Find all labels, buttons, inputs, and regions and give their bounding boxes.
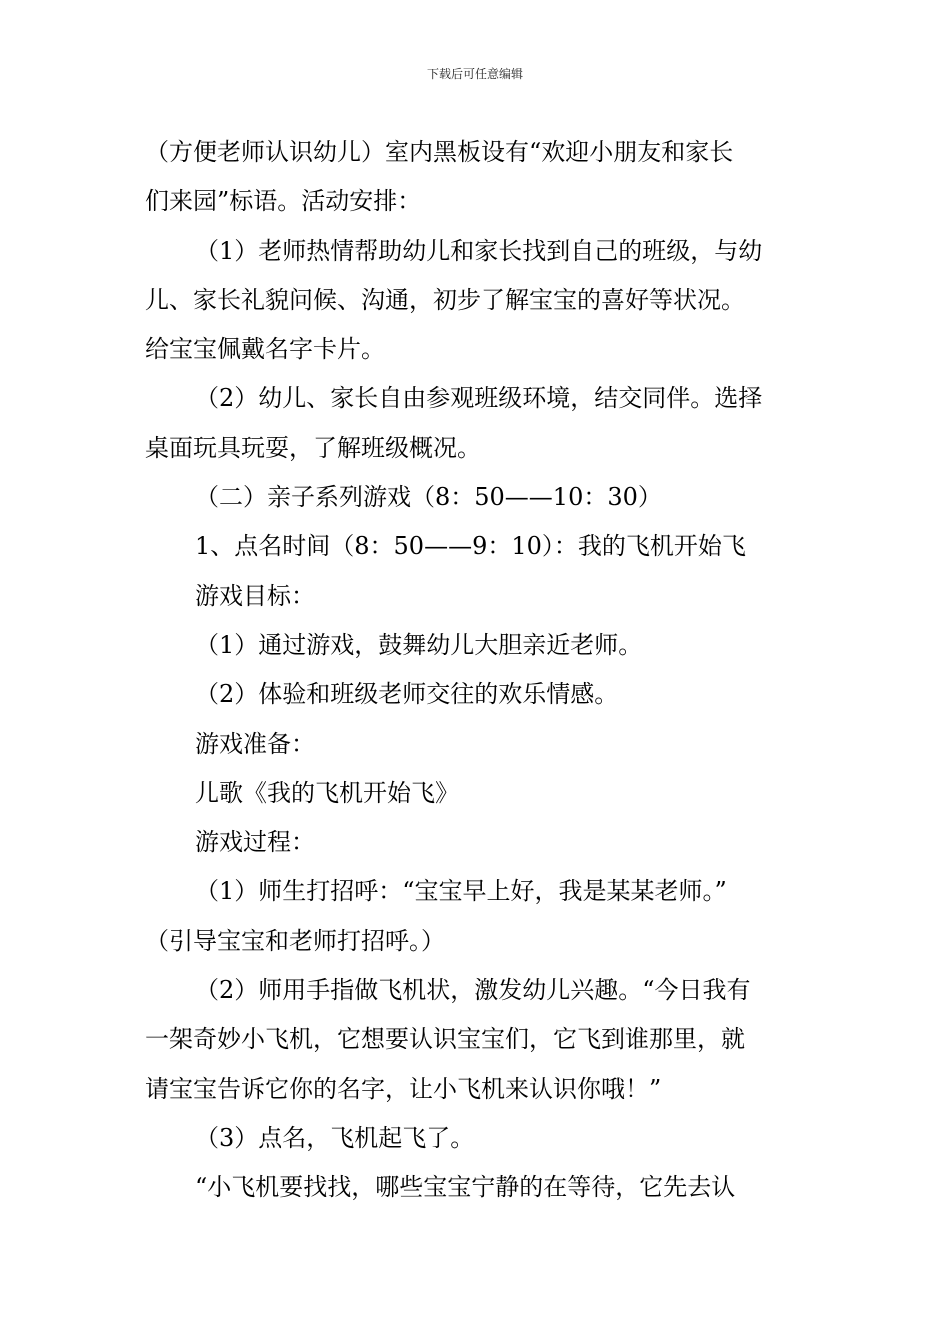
paragraph-line: （1）通过游戏，鼓舞幼儿大胆亲近老师。 (195, 630, 643, 659)
paragraph-line: （引导宝宝和老师打招呼。） (145, 926, 445, 955)
paragraph-line: 一架奇妙小飞机，它想要认识宝宝们，它飞到谁那里，就 (145, 1025, 745, 1054)
paragraph-line: （2）体验和班级老师交往的欢乐情感。 (195, 680, 619, 709)
paragraph-line: 请宝宝告诉它你的名字，让小飞机来认识你哦！” (145, 1074, 662, 1103)
paragraph-line: （1）老师热情帮助幼儿和家长找到自己的班级，与幼 (195, 236, 763, 265)
paragraph-line: （3）点名，飞机起飞了。 (195, 1123, 475, 1152)
paragraph-line: 儿、家长礼貌问候、沟通，初步了解宝宝的喜好等状况。 (145, 285, 745, 314)
paragraph-line: （方便老师认识幼儿）室内黑板设有“欢迎小朋友和家长 (145, 138, 734, 166)
paragraph-line: 游戏目标： (195, 581, 315, 610)
page-header: 下载后可任意编辑 (426, 67, 523, 81)
paragraph-line: （2）师用手指做飞机状，激发幼儿兴趣。“今日我有 (195, 976, 751, 1005)
paragraph-line: 们来园”标语。活动安排： (145, 187, 422, 216)
document-body (145, 128, 810, 1213)
paragraph-line: 游戏准备： (195, 729, 315, 758)
paragraph-line: “小飞机要找找，哪些宝宝宁静的在等待，它先去认 (195, 1173, 736, 1202)
paragraph-line: 游戏过程： (195, 828, 315, 857)
paragraph-line: 桌面玩具玩耍，了解班级概况。 (145, 433, 481, 462)
paragraph-line: 儿歌《我的飞机开始飞》 (195, 778, 459, 807)
paragraph-line: （2）幼儿、家长自由参观班级环境，结交同伴。选择 (195, 384, 763, 413)
paragraph-line: （1）师生打招呼：“宝宝早上好，我是某某老师。” (195, 877, 727, 906)
subsection-heading: 1、点名时间（8：50——9：10）：我的飞机开始飞 (195, 532, 746, 561)
paragraph-line: 给宝宝佩戴名字卡片。 (145, 335, 385, 364)
section-heading: （二）亲子系列游戏（8：50——10：30） (195, 483, 662, 512)
